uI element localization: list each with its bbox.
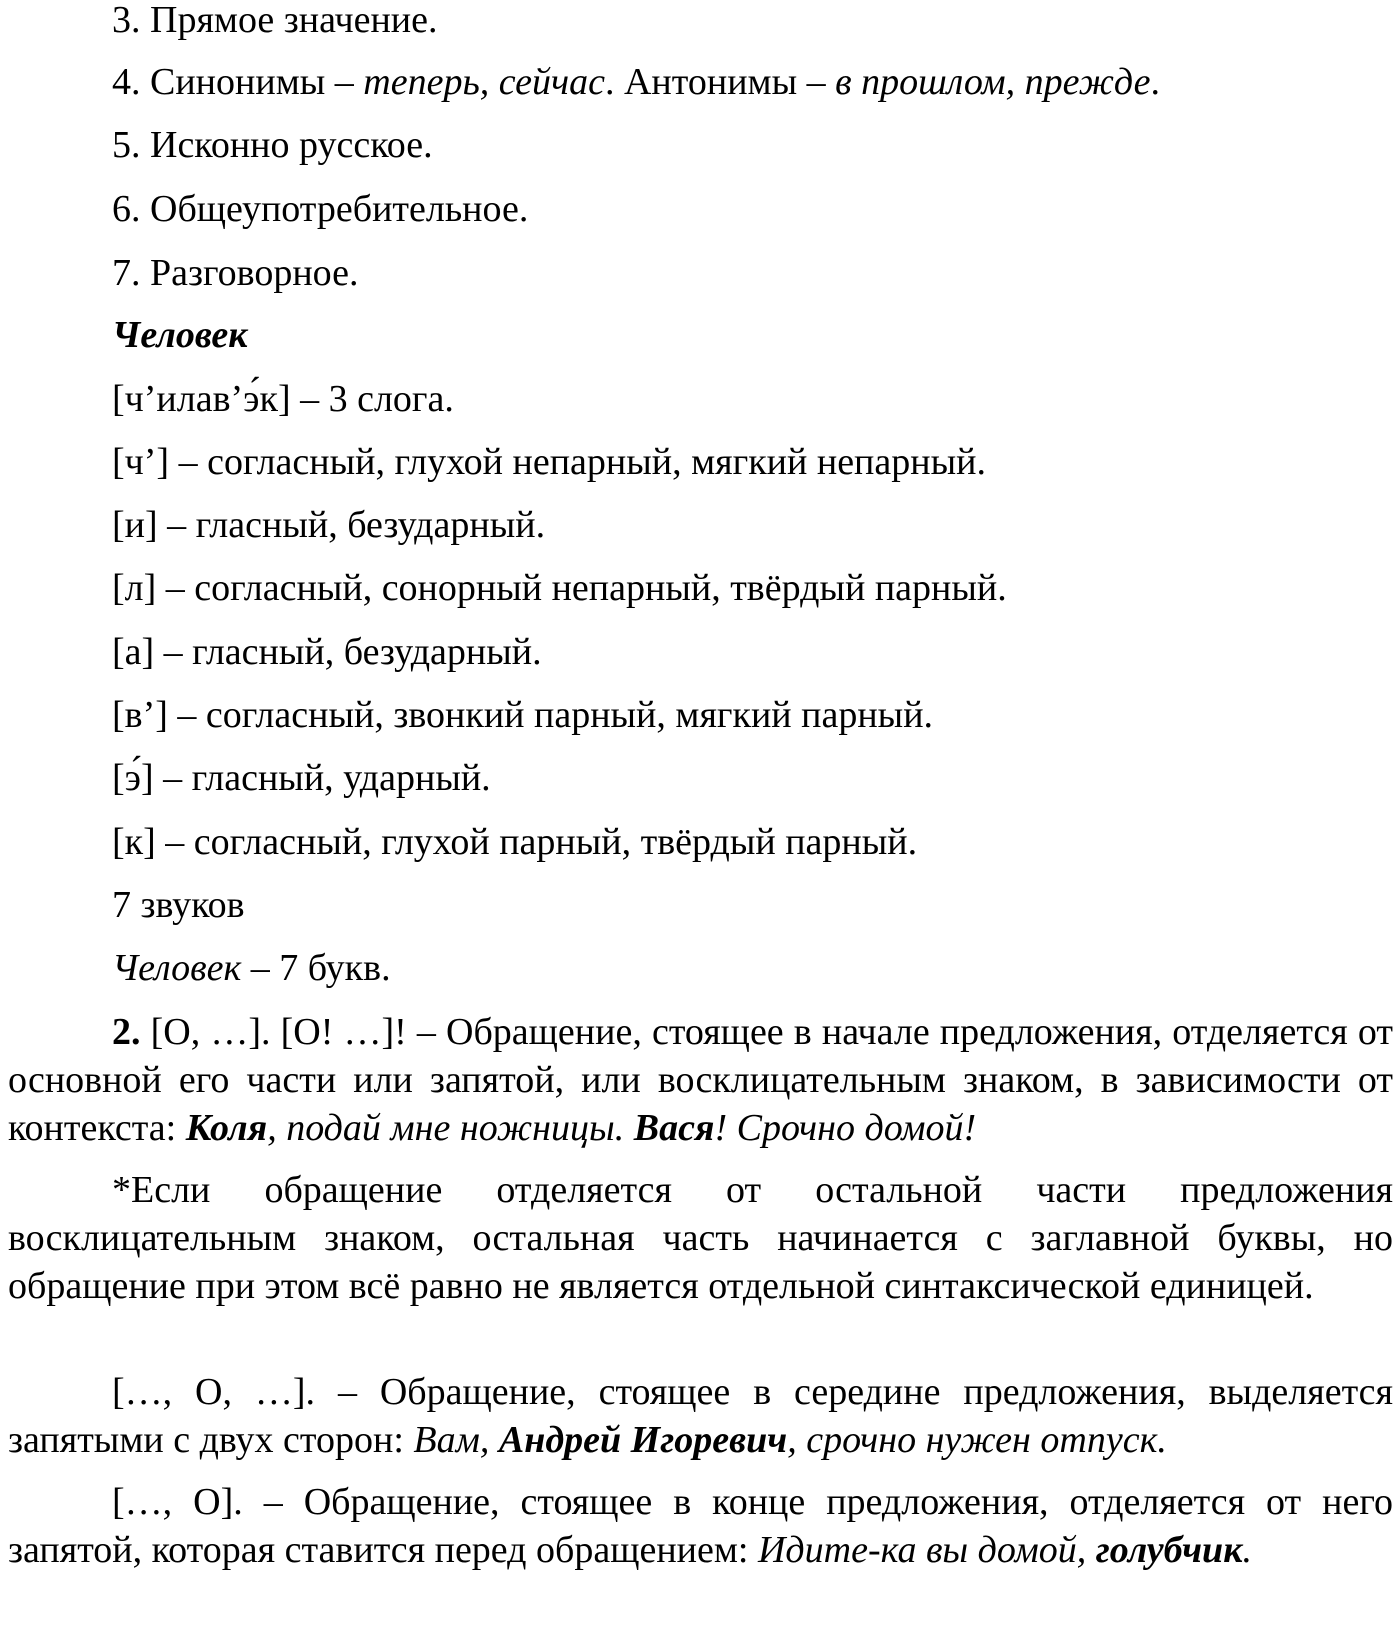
list-item-3: 3. Прямое значение. bbox=[112, 0, 438, 41]
p3-example-start: Идите-ка вы домой, bbox=[757, 1529, 1096, 1571]
section-number: 2. bbox=[112, 1011, 141, 1053]
sound-line: [к] – согласный, глухой парный, твёрдый парный. bbox=[112, 821, 918, 863]
p3-example-end: . bbox=[1242, 1529, 1252, 1571]
sound-line: [э́] – гласный, ударный. bbox=[112, 757, 491, 799]
synonyms: теперь, сейчас bbox=[363, 61, 605, 103]
item4-end: . bbox=[1150, 61, 1160, 103]
paragraph-end-address bbox=[8, 1478, 1393, 1574]
item4-middle: . Антонимы – bbox=[604, 61, 836, 103]
antonyms: в прошлом, прежде bbox=[835, 61, 1151, 103]
example-rest-2: ! Срочно домой! bbox=[714, 1107, 977, 1149]
sound-count: 7 звуков bbox=[112, 884, 245, 926]
letter-count: – 7 букв. bbox=[241, 947, 391, 989]
example-name-golubchik: голубчик bbox=[1095, 1529, 1243, 1571]
example-name-vasya: Вася bbox=[633, 1107, 715, 1149]
word-heading: Человек bbox=[112, 314, 248, 356]
paragraph-middle-address bbox=[8, 1368, 1393, 1464]
sound-line: [в’] – согласный, звонкий парный, мягкий парный. bbox=[112, 694, 934, 736]
sound-line: [а] – гласный, безударный. bbox=[112, 631, 542, 673]
note-text: *Если обращение отделяется от остальной части предложения восклицательным знаком, остальная часть начинается с заглавной буквы, но обращение при этом всё равно не является отдельной синтаксической единицей. bbox=[8, 1169, 1393, 1307]
letter-count-line bbox=[112, 946, 391, 990]
p2-example-start: Вам, bbox=[413, 1419, 499, 1461]
item4-prefix: 4. Синонимы – bbox=[112, 61, 364, 103]
note-paragraph bbox=[8, 1166, 1393, 1310]
list-item-7: 7. Разговорное. bbox=[112, 252, 359, 294]
p2-text: […, О, …]. – Обращение, стоящее в середине предложения, выделяется запятыми с двух сторон: bbox=[8, 1371, 1393, 1461]
list-item-4 bbox=[112, 60, 1160, 104]
p1-text: [О, …]. [О! …]! – Обращение, стоящее в начале предложения, отделяется от основной его части или запятой, или восклицательным знаком, в зависимости от контекста: bbox=[8, 1011, 1393, 1149]
example-name-kolya: Коля bbox=[185, 1107, 268, 1149]
list-item-6: 6. Общеупотребительное. bbox=[112, 188, 529, 230]
list-item-5: 5. Исконно русское. bbox=[112, 124, 433, 166]
sound-line: [л] – согласный, сонорный непарный, твёрдый парный. bbox=[112, 567, 1007, 609]
p2-example-rest: , срочно нужен отпуск. bbox=[787, 1419, 1167, 1461]
letter-word: Человек bbox=[112, 947, 242, 989]
transcription: [ч’илав’э́к] – 3 слога. bbox=[112, 378, 454, 420]
p3-text: […, О]. – Обращение, стоящее в конце предложения, отделяется от него запятой, которая ставится перед обращением: bbox=[8, 1481, 1393, 1571]
sound-line: [и] – гласный, безударный. bbox=[112, 504, 546, 546]
sound-line: [ч’] – согласный, глухой непарный, мягкий непарный. bbox=[112, 441, 986, 483]
example-rest-1: , подай мне ножницы. bbox=[267, 1107, 634, 1149]
paragraph-start-address bbox=[8, 1008, 1393, 1152]
example-name-andrey: Андрей Игоревич bbox=[498, 1419, 788, 1461]
